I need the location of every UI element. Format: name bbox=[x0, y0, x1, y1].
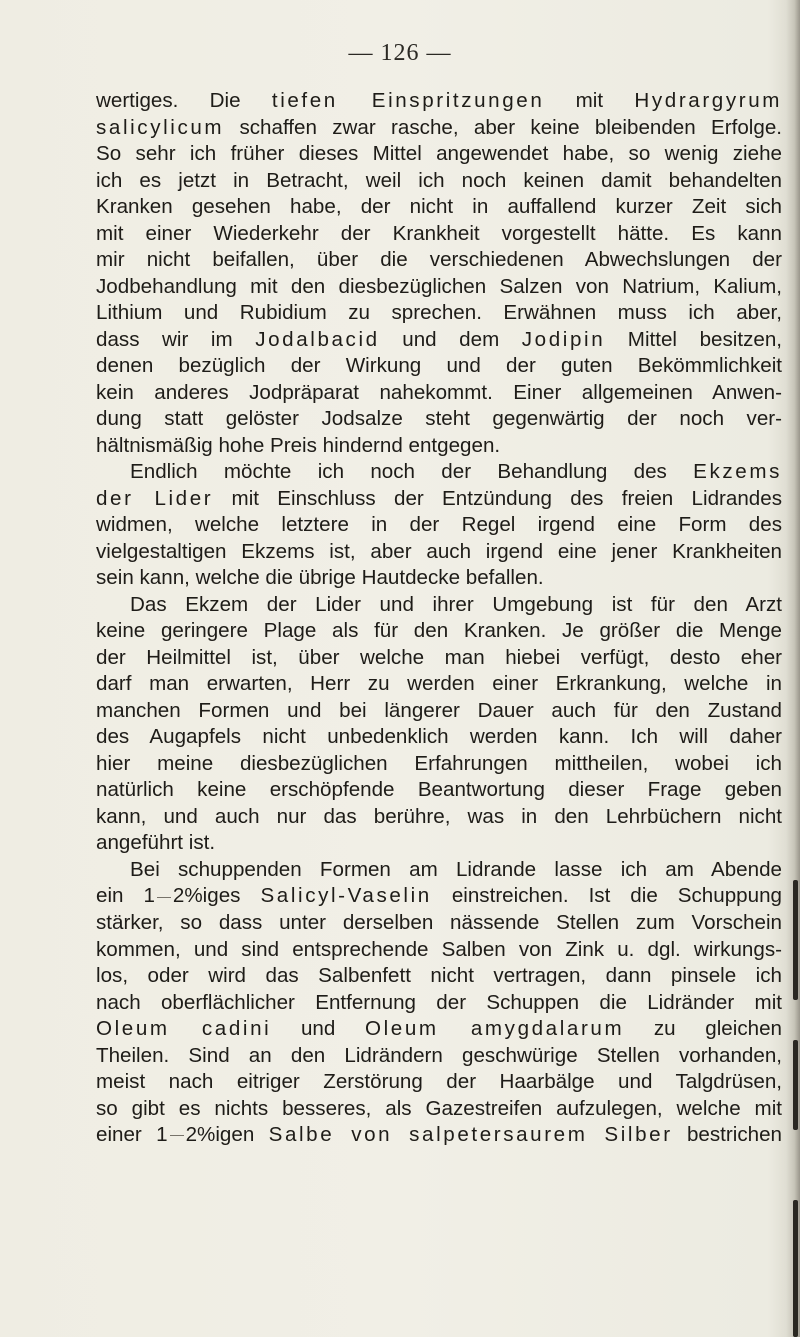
text-line: dung statt gelöster Jodsalze steht gegenwärtig der noch ver- bbox=[96, 407, 782, 431]
binding-mark bbox=[793, 1200, 798, 1337]
spaced-emphasis: der Lider bbox=[96, 486, 214, 510]
text-span: und dem bbox=[379, 327, 522, 351]
text-span: wertiges. Die bbox=[96, 89, 272, 112]
spaced-emphasis: tiefen Einspritzungen bbox=[271, 89, 545, 112]
text-line: los, oder wird das Salbenfett nicht vertragen, dann pinsele ich bbox=[96, 964, 782, 988]
text-line: manchen Formen und bei längerer Dauer auch für den Zustand bbox=[96, 698, 782, 722]
text-line: natürlich keine erschöpfende Beantwortung dieser Frage geben bbox=[96, 778, 782, 802]
text-line: So sehr ich früher dieses Mittel angewendet habe, so wenig ziehe bbox=[96, 142, 782, 166]
text-line: sein kann, welche die übrige Hautdecke befallen. bbox=[96, 566, 544, 590]
text-span: und bbox=[271, 1017, 365, 1041]
text-line: ich es jetzt in Betracht, weil ich noch keinen damit behandelten bbox=[96, 168, 782, 192]
range-dash bbox=[157, 897, 171, 898]
text-line: keine geringere Plage als für den Kranken. Je größer die Menge bbox=[96, 619, 782, 643]
range-dash bbox=[170, 1135, 184, 1136]
text-line bbox=[96, 327, 782, 354]
text-line: denen bezüglich der Wirkung und der guten Bekömmlichkeit bbox=[96, 354, 782, 378]
spaced-emphasis: Oleum amygdalarum bbox=[364, 1017, 625, 1041]
page-number: — 126 — bbox=[348, 40, 452, 66]
binding-mark bbox=[793, 1040, 798, 1130]
body-text bbox=[96, 88, 782, 1149]
text-line: kein anderes Jodpräparat nahekommt. Einer allgemeinen Anwen- bbox=[96, 380, 782, 404]
text-line: der Heilmittel ist, über welche man hiebei verfügt, desto eher bbox=[96, 645, 782, 669]
text-span: ein 1 bbox=[96, 884, 155, 908]
spaced-emphasis: Oleum cadini bbox=[96, 1017, 272, 1041]
text-line bbox=[96, 883, 782, 910]
spaced-emphasis: Salicyl-Vaselin bbox=[260, 884, 432, 908]
text-span: schaffen zwar rasche, aber keine bleibenden Erfolge. bbox=[224, 115, 782, 139]
binding-mark bbox=[793, 880, 798, 1000]
text-span: dass wir im bbox=[96, 327, 256, 351]
text-line: hältnismäßig hohe Preis hindernd entgegen. bbox=[96, 433, 501, 457]
text-line: vielgestaltigen Ekzems ist, aber auch irgend eine jener Krankheiten bbox=[96, 539, 782, 563]
text-line: meist nach eitriger Zerstörung der Haarbälge und Talgdrüsen, bbox=[96, 1070, 782, 1094]
spaced-emphasis: Hydrargyrum bbox=[634, 89, 782, 112]
text-line bbox=[96, 1122, 782, 1149]
text-span: zu gleichen bbox=[624, 1017, 782, 1041]
text-line: Theilen. Sind an den Lidrändern geschwürige Stellen vorhanden, bbox=[96, 1043, 782, 1067]
text-line: kann, und auch nur das berühre, was in den Lehrbüchern nicht bbox=[96, 804, 782, 828]
text-line: mir nicht beifallen, über die verschiedenen Abwechslungen der bbox=[96, 248, 782, 272]
text-line: nach oberflächlicher Entfernung der Schuppen die Lidränder mit bbox=[96, 990, 782, 1014]
text-span: mit bbox=[544, 89, 635, 112]
spaced-emphasis: Jodipin bbox=[521, 327, 606, 351]
text-span: Endlich möchte ich noch der Behandlung des bbox=[130, 460, 694, 484]
text-line bbox=[96, 115, 782, 142]
text-line: so gibt es nichts besseres, als Gazestreifen aufzulegen, welche mit bbox=[96, 1096, 782, 1120]
text-span: mit Einschluss der Entzündung des freien Lidrandes bbox=[213, 486, 782, 510]
text-line bbox=[96, 459, 782, 486]
text-span: bestrichen bbox=[672, 1123, 782, 1147]
text-span: einstreichen. Ist die Schuppung bbox=[431, 884, 782, 908]
text-span: Mittel besitzen, bbox=[605, 327, 782, 351]
spaced-emphasis: Salbe von salpetersaurem Silber bbox=[268, 1123, 673, 1147]
text-line: widmen, welche letztere in der Regel irgend eine Form des bbox=[96, 513, 782, 537]
text-line: kommen, und sind entsprechende Salben von Zink u. dgl. wirkungs- bbox=[96, 937, 782, 961]
text-line: angeführt ist. bbox=[96, 831, 216, 855]
text-line: Das Ekzem der Lider und ihrer Umgebung ist für den Arzt bbox=[130, 592, 782, 616]
text-span: 2%iges bbox=[172, 884, 261, 908]
text-line bbox=[96, 486, 782, 513]
text-line: stärker, so dass unter derselben nässende Stellen zum Vorschein bbox=[96, 910, 782, 934]
text-line bbox=[96, 88, 782, 115]
text-line: Kranken gesehen habe, der nicht in auffallend kurzer Zeit sich bbox=[96, 195, 782, 219]
spaced-emphasis: Jodalbacid bbox=[255, 327, 380, 351]
text-line bbox=[96, 1016, 782, 1043]
text-line: Bei schuppenden Formen am Lidrande lasse ich am Abende bbox=[130, 857, 782, 881]
text-span: einer 1 bbox=[96, 1123, 168, 1147]
spaced-emphasis: salicylicum bbox=[96, 115, 225, 139]
text-line: Jodbehandlung mit den diesbezüglichen Salzen von Natrium, Kalium, bbox=[96, 274, 782, 298]
page-edge-shadow bbox=[786, 0, 800, 1337]
text-span: 2%igen bbox=[185, 1123, 269, 1147]
spaced-emphasis: Ekzems bbox=[693, 460, 782, 484]
text-line: Lithium und Rubidium zu sprechen. Erwähnen muss ich aber, bbox=[96, 301, 782, 325]
text-line: mit einer Wiederkehr der Krankheit vorgestellt hätte. Es kann bbox=[96, 221, 782, 245]
text-line: hier meine diesbezüglichen Erfahrungen mittheilen, wobei ich bbox=[96, 751, 782, 775]
text-line: darf man erwarten, Herr zu werden einer Erkrankung, welche in bbox=[96, 672, 782, 696]
text-line: des Augapfels nicht unbedenklich werden kann. Ich will daher bbox=[96, 725, 782, 749]
